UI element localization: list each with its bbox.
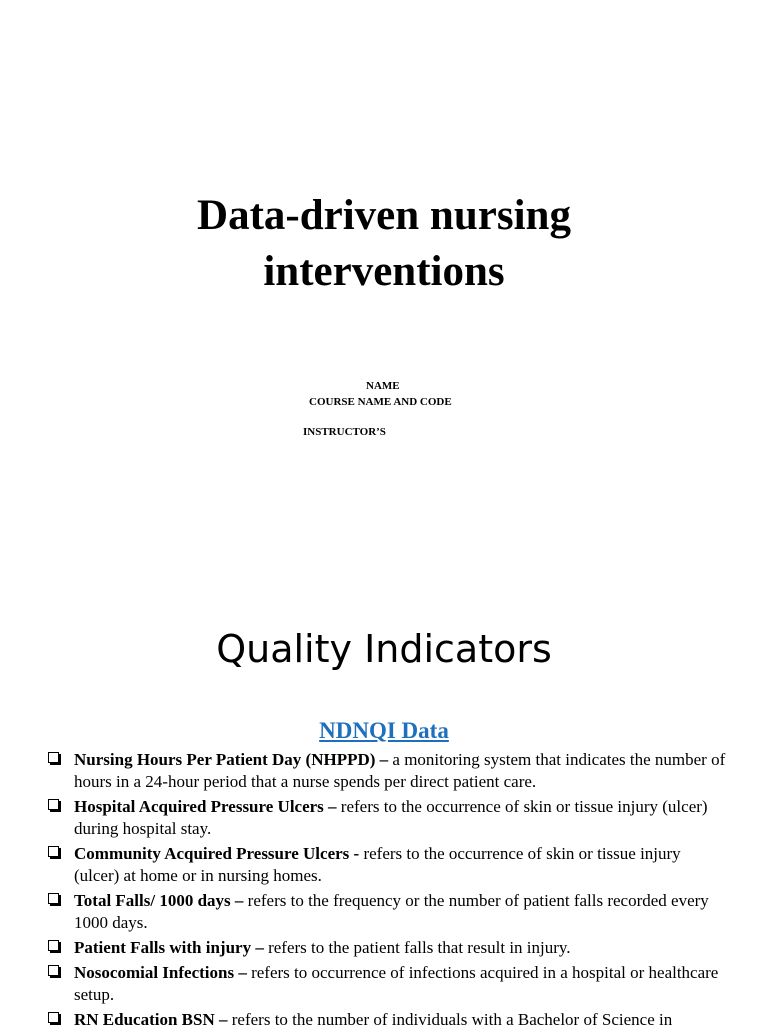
indicator-term: Patient Falls with injury – (74, 938, 264, 957)
slide-title-line-2: interventions (263, 248, 505, 295)
list-item (46, 962, 726, 1006)
ndnqi-heading[interactable]: NDNQI Data (319, 718, 449, 743)
list-item (46, 890, 726, 934)
list-item (46, 796, 726, 840)
checkbox-bullet-icon (48, 1012, 59, 1023)
slide-title-line-1: Data-driven nursing (197, 192, 571, 239)
list-item (46, 843, 726, 887)
indicator-description: refers to the frequency or the number of patient falls recorded every 1000 days. (74, 891, 709, 932)
instructor-name: INSTRUCTOR’S (303, 426, 386, 438)
indicator-description: refers to the occurrence of skin or tissue injury (ulcer) at home or in nursing homes. (74, 844, 681, 885)
indicator-description: refers to the number of individuals with a Bachelor of Science in (227, 1010, 673, 1029)
indicator-term: Nursing Hours Per Patient Day (NHPPD) – (74, 750, 389, 769)
indicator-term: Community Acquired Pressure Ulcers - (74, 844, 360, 863)
course-name: COURSE NAME AND CODE (309, 396, 452, 408)
indicator-description: refers to the occurrence of skin or tissue injury (ulcer) during hospital stay. (74, 797, 708, 838)
author-name: NAME (366, 380, 400, 392)
indicator-list (46, 749, 726, 1034)
list-item (46, 749, 726, 793)
indicator-description: refers to occurrence of infections acquired in a hospital or healthcare setup. (74, 963, 719, 1004)
checkbox-bullet-icon (48, 752, 59, 763)
indicator-description: a monitoring system that indicates the number of hours in a 24-hour period that a nurse spends per direct patient care. (74, 750, 726, 791)
list-item (46, 1009, 726, 1031)
indicator-term: RN Education BSN – (74, 1010, 228, 1029)
section-title: Quality Indicators (216, 627, 552, 671)
checkbox-bullet-icon (48, 799, 59, 810)
slide-title (0, 188, 768, 300)
indicator-term: Nosocomial Infections – (74, 963, 247, 982)
checkbox-bullet-icon (48, 940, 59, 951)
indicator-description: refers to the patient falls that result in injury. (263, 938, 571, 957)
indicator-term: Hospital Acquired Pressure Ulcers – (74, 797, 337, 816)
checkbox-bullet-icon (48, 965, 59, 976)
checkbox-bullet-icon (48, 893, 59, 904)
list-item (46, 937, 726, 959)
indicator-term: Total Falls/ 1000 days – (74, 891, 244, 910)
checkbox-bullet-icon (48, 846, 59, 857)
